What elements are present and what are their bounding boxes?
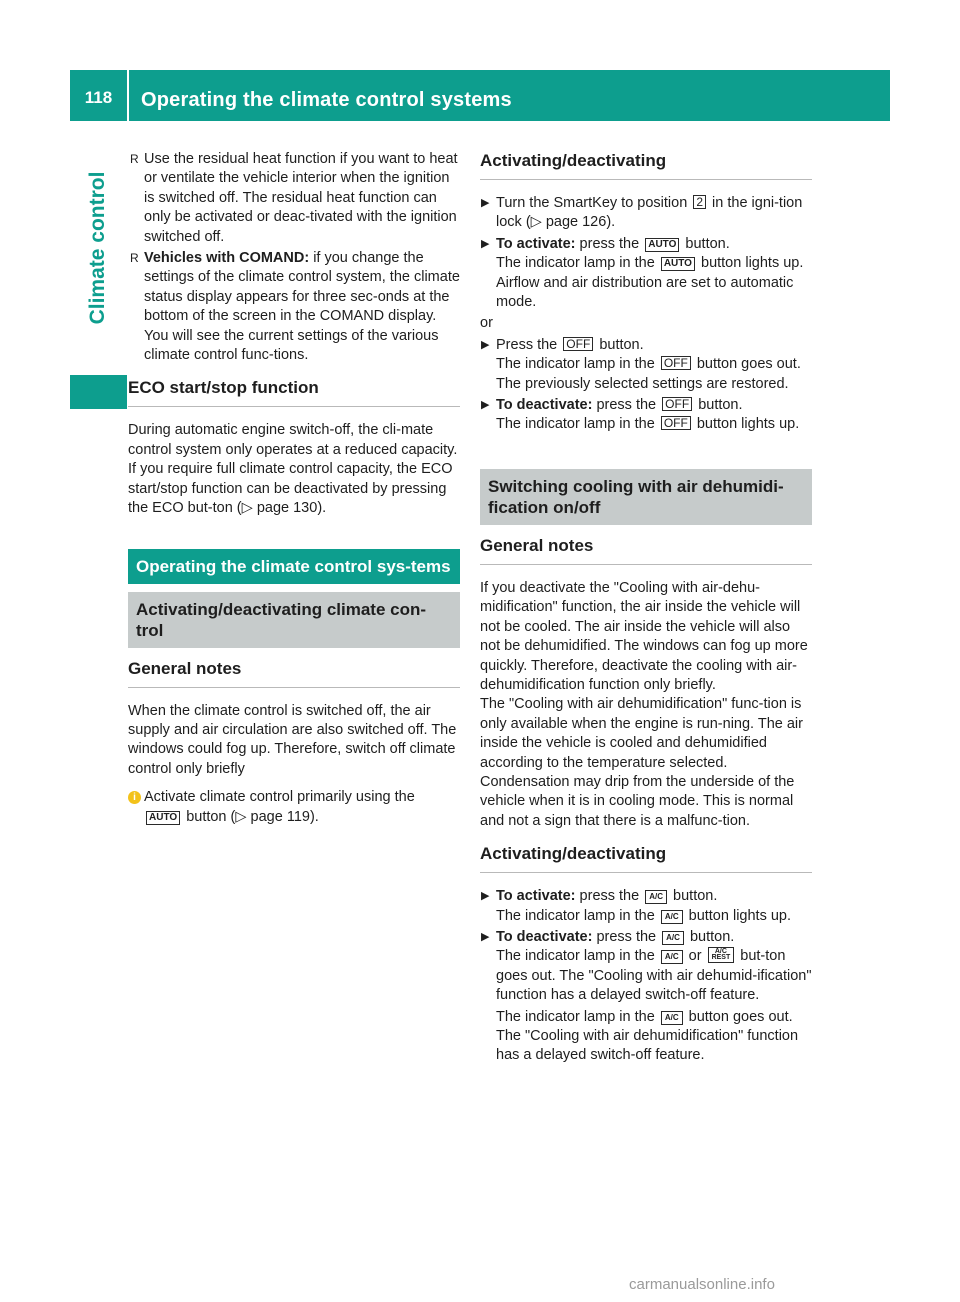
off-key-icon: OFF bbox=[563, 337, 593, 351]
chapter-label-text: Climate control bbox=[86, 171, 109, 325]
step-text-b: in the igni-tion lock ( bbox=[496, 195, 803, 231]
auto-key-icon: AUTO bbox=[661, 257, 695, 271]
page-header bbox=[70, 70, 890, 121]
general-notes-paragraph-2: The "Cooling with air dehumidification" func-tion is only available when the engine is run-ning. The air inside the vehicle is cooled and dehumidified according to the temperature selected. bbox=[480, 696, 803, 771]
step-text-b: button. bbox=[698, 397, 743, 414]
step-text-extra bbox=[496, 1008, 812, 1066]
section-band-operating: Operating the climate control sys-tems bbox=[128, 549, 460, 584]
step-text bbox=[496, 194, 812, 233]
ac-key-icon: A/C bbox=[662, 931, 684, 945]
info-text-after: button ( bbox=[186, 808, 236, 825]
general-notes-paragraph-3: Condensation may drip from the underside of the vehicle when it is in cooling mode. This is normal and not a sign that there is a malfunc-tion. bbox=[480, 773, 795, 829]
ac-key-icon: A/C bbox=[661, 1011, 683, 1025]
section-band-cooling: Switching cooling with air dehumidi-fication on/off bbox=[480, 469, 812, 525]
step-text-d: button lights up. bbox=[696, 416, 800, 433]
step-text-e: The indicator lamp in the bbox=[496, 1008, 655, 1025]
eco-paragraph bbox=[128, 421, 460, 518]
step-lead: To activate: bbox=[496, 235, 576, 252]
info-text-before: Activate climate control primarily using the bbox=[144, 789, 415, 806]
off-key-icon: OFF bbox=[662, 397, 692, 411]
step-text-d: button lights up. Airflow and air distribution are set to automatic mode. bbox=[496, 255, 804, 311]
bullet-body: if you change the settings of the climate control system, the climate status display appears for three sec-onds at the bottom of the screen in the COMAND display. You will see the current settings of the various climate control func-tions. bbox=[144, 250, 460, 364]
ignition-position-key-icon: 2 bbox=[693, 195, 706, 209]
page-number: 118 bbox=[84, 88, 113, 107]
bullet-text: Use the residual heat function if you want to heat or ventilate the vehicle interior when the ignition is switched off. The residual heat function can only be activated or deac-tivated with the ignition switched off. bbox=[144, 151, 458, 245]
general-notes-body: When the climate control is switched off, the air supply and air circulation are also switched off. The windows could fog up. Therefore, switch off climate control only briefly bbox=[128, 702, 457, 777]
header-divider bbox=[127, 70, 129, 121]
step-arrow-icon: ▶ bbox=[481, 399, 490, 412]
bullet-marker-icon: R bbox=[130, 152, 139, 166]
general-notes-paragraph-1: If you deactivate the "Cooling with air-dehu-midification" function, the air inside the vehicle will not be cooled. The air inside the vehicle will also not be dehumidified. The windows can fog up more quickly. Therefore, deactivate the cooling with air-dehumidification function only briefly. bbox=[480, 579, 808, 693]
watermark-text: carmanualsonline.info bbox=[629, 1276, 775, 1293]
step-ac-activate bbox=[480, 887, 812, 926]
step-or: or bbox=[688, 948, 702, 965]
step-text-d: button lights up. bbox=[688, 907, 792, 924]
step-text-a: press the bbox=[579, 235, 640, 252]
general-notes-heading: General notes bbox=[480, 535, 812, 565]
step-arrow-icon: ▶ bbox=[481, 890, 490, 903]
step-lead: To deactivate: bbox=[496, 928, 593, 945]
step-text bbox=[496, 235, 812, 313]
right-column bbox=[480, 150, 812, 1068]
bullet-comand bbox=[128, 249, 460, 365]
step-text-a: press the bbox=[596, 928, 657, 945]
step-text-c: The indicator lamp in the bbox=[496, 255, 655, 272]
step-text-b: button. bbox=[685, 235, 730, 252]
ac-rest-key-bottom: REST bbox=[711, 954, 731, 962]
activating-heading: Activating/deactivating bbox=[480, 843, 812, 873]
eco-body: During automatic engine switch-off, the cli-mate control system only operates at a reduced capacity. If you require full climate control capacity, the ECO start/stop function can be deactivated by pressing the ECO but-ton ( bbox=[128, 422, 458, 517]
auto-key-icon: AUTO bbox=[146, 811, 180, 825]
page-reference-link[interactable]: ▷ page 130 bbox=[241, 500, 318, 517]
section-band-activating: Activating/deactivating climate con-trol bbox=[128, 592, 460, 648]
step-text bbox=[496, 928, 812, 1006]
step-activate bbox=[480, 235, 812, 313]
page-reference-link[interactable]: ▷ page 126 bbox=[530, 214, 607, 231]
off-key-icon: OFF bbox=[661, 356, 691, 370]
step-arrow-icon: ▶ bbox=[481, 338, 490, 351]
step-arrow-icon: ▶ bbox=[481, 930, 490, 943]
bullet-text bbox=[144, 249, 460, 365]
step-text-c: The indicator lamp in the bbox=[496, 416, 655, 433]
eco-heading: ECO start/stop function bbox=[128, 377, 460, 407]
bullet-residual-heat bbox=[128, 150, 460, 247]
ac-key-icon: A/C bbox=[661, 910, 683, 924]
step-off bbox=[480, 336, 812, 394]
ac-key-icon: A/C bbox=[645, 890, 667, 904]
ac-rest-key-icon bbox=[708, 947, 735, 963]
info-end: ). bbox=[309, 808, 319, 825]
info-note bbox=[128, 788, 460, 827]
step-lead: To deactivate: bbox=[496, 397, 593, 414]
step-text-b: button. bbox=[673, 888, 718, 905]
step-text-c: The indicator lamp in the bbox=[496, 356, 655, 373]
auto-key-icon: AUTO bbox=[645, 238, 679, 252]
ac-key-icon: A/C bbox=[661, 950, 683, 964]
step-lead: To activate: bbox=[496, 888, 576, 905]
chapter-label bbox=[70, 121, 127, 375]
step-text-a: press the bbox=[579, 888, 640, 905]
page-title: Operating the climate control systems bbox=[141, 89, 512, 111]
chapter-side-tab bbox=[70, 121, 127, 409]
general-notes-heading: General notes bbox=[128, 658, 460, 688]
bullet-lead: Vehicles with COMAND: bbox=[144, 250, 310, 267]
eco-end: ). bbox=[317, 500, 327, 517]
step-arrow-icon: ▶ bbox=[481, 237, 490, 250]
step-text bbox=[496, 396, 812, 435]
ac-rest-key-top: A/C bbox=[714, 948, 727, 956]
step-text-d: button goes out. The previously selected settings are restored. bbox=[496, 356, 801, 392]
activating-heading: Activating/deactivating bbox=[480, 150, 812, 180]
step-text-d: but-ton goes out. The "Cooling with air dehumid-ification" function has a delayed switch-off feature. bbox=[496, 948, 812, 1004]
step-deactivate bbox=[480, 396, 812, 435]
info-icon: i bbox=[128, 791, 141, 804]
step-smartkey bbox=[480, 194, 812, 233]
left-column bbox=[128, 150, 460, 827]
step-text bbox=[496, 336, 812, 394]
info-text bbox=[144, 788, 460, 827]
step-ac-deactivate bbox=[480, 928, 812, 1066]
step-arrow-icon: ▶ bbox=[481, 197, 490, 209]
step-text-a: Turn the SmartKey to position bbox=[496, 195, 688, 211]
step-text-b: button. bbox=[599, 336, 644, 353]
step-text-c: ). bbox=[606, 214, 616, 231]
or-separator: or bbox=[480, 315, 493, 332]
step-text-f: button goes out. The "Cooling with air dehumidification" function has a delayed switch-off feature. bbox=[496, 1008, 799, 1064]
step-text bbox=[496, 887, 812, 926]
page-reference-link[interactable]: ▷ page 119 bbox=[235, 808, 310, 825]
step-text-c: The indicator lamp in the bbox=[496, 907, 655, 924]
chapter-marker bbox=[70, 375, 127, 409]
step-text-a: press the bbox=[596, 397, 657, 414]
off-key-icon: OFF bbox=[661, 416, 691, 430]
bullet-marker-icon: R bbox=[130, 251, 139, 266]
step-text-a: Press the bbox=[496, 336, 558, 353]
step-text-b: button. bbox=[689, 928, 735, 945]
step-text-c: The indicator lamp in the bbox=[496, 948, 655, 965]
